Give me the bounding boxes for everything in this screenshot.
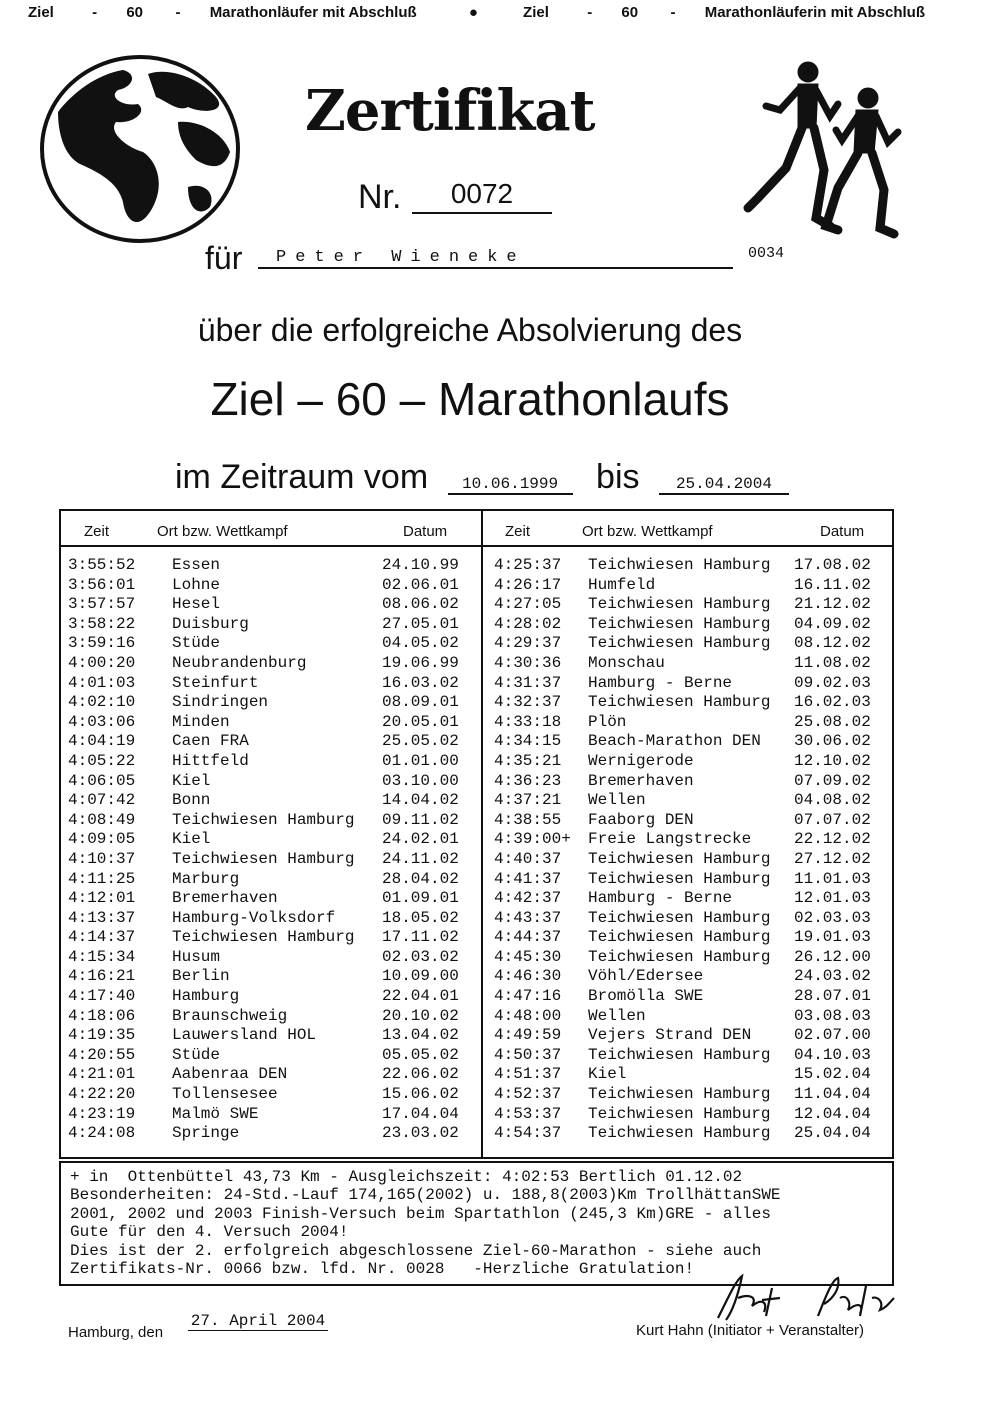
time-cell: 4:48:00: [494, 1006, 562, 1025]
time-cell: 4:03:06: [68, 712, 136, 731]
time-cell: 4:39:00+: [494, 830, 571, 849]
date-cell: 04.10.03: [794, 1045, 871, 1064]
time-cell: 4:24:08: [68, 1124, 136, 1143]
notes-text: [70, 1168, 890, 1278]
date-cell: 14.04.02: [382, 791, 459, 810]
date-cell: 01.09.01: [382, 889, 459, 908]
date-cell: 30.06.02: [794, 732, 871, 751]
place-cell: Monschau: [588, 653, 665, 672]
place-cell: Marburg: [172, 869, 240, 888]
table-row: [62, 909, 480, 929]
place-cell: Springe: [172, 1124, 240, 1143]
table-row: [488, 713, 893, 733]
time-cell: 4:47:16: [494, 987, 562, 1006]
banner-left-1: Ziel: [28, 4, 54, 21]
place-cell: Hamburg - Berne: [588, 889, 733, 908]
date-cell: 13.04.02: [382, 1026, 459, 1045]
date-cell: 25.08.02: [794, 712, 871, 731]
table-row: [62, 967, 480, 987]
date-cell: 28.07.01: [794, 987, 871, 1006]
table-row: [488, 732, 893, 752]
place-cell: Teichwiesen Hamburg: [172, 849, 355, 868]
period-to: 25.04.2004: [659, 475, 789, 495]
place-cell: Berlin: [172, 967, 230, 986]
place-cell: Sindringen: [172, 693, 269, 712]
date-cell: 19.06.99: [382, 653, 459, 672]
place-cell: Teichwiesen Hamburg: [588, 849, 771, 868]
time-cell: 4:51:37: [494, 1065, 562, 1084]
time-cell: 4:18:06: [68, 1006, 136, 1025]
time-cell: 4:19:35: [68, 1026, 136, 1045]
place-cell: Vöhl/Edersee: [588, 967, 704, 986]
time-cell: 4:37:21: [494, 791, 562, 810]
date-cell: 24.10.99: [382, 556, 459, 574]
table-row: [62, 615, 480, 635]
date-cell: 22.06.02: [382, 1065, 459, 1084]
table-row: [488, 1085, 893, 1105]
time-cell: 4:40:37: [494, 849, 562, 868]
note-line: + in Ottenbüttel 43,73 Km - Ausgleichszeit: 4:02:53 Bertlich 01.12.02: [70, 1168, 743, 1186]
table-row: [62, 870, 480, 890]
place-cell: Wernigerode: [588, 751, 694, 770]
note-line: Zertifikats-Nr. 0066 bzw. lfd. Nr. 0028 -Herzliche Gratulation!: [70, 1260, 695, 1279]
table-row: [488, 1124, 893, 1144]
table-row: [488, 595, 893, 615]
table-row: [62, 752, 480, 772]
time-cell: 4:32:37: [494, 693, 562, 712]
date-cell: 22.04.01: [382, 987, 459, 1006]
place-cell: Kiel: [588, 1065, 627, 1084]
table-row: [488, 909, 893, 929]
certificate-title: Zertifikat: [305, 78, 595, 144]
place-cell: Hamburg - Berne: [588, 673, 733, 692]
date-cell: 21.12.02: [794, 595, 871, 614]
banner-left-4: -: [175, 4, 181, 21]
date-cell: 18.05.02: [382, 908, 459, 927]
table-row: [488, 752, 893, 772]
place-cell: Teichwiesen Hamburg: [588, 1104, 771, 1123]
date-cell: 17.08.02: [794, 556, 871, 574]
date-cell: 07.07.02: [794, 810, 871, 829]
table-row: [62, 1065, 480, 1085]
time-cell: 4:06:05: [68, 771, 136, 790]
place-cell: Hesel: [172, 595, 221, 614]
time-cell: 4:01:03: [68, 673, 136, 692]
time-cell: 4:05:22: [68, 751, 136, 770]
date-cell: 10.09.00: [382, 967, 459, 986]
table-row: [62, 811, 480, 831]
place-cell: Duisburg: [172, 614, 249, 633]
note-line: Dies ist der 2. erfolgreich abgeschlossene Ziel-60-Marathon - siehe auch: [70, 1241, 762, 1260]
place-cell: Teichwiesen Hamburg: [588, 1124, 771, 1143]
date-cell: 17.04.04: [382, 1104, 459, 1123]
signature-icon: [708, 1268, 898, 1328]
table-row: [488, 1046, 893, 1066]
place-cell: Stüde: [172, 634, 221, 653]
place-cell: Braunschweig: [172, 1006, 288, 1025]
table-row: [62, 850, 480, 870]
place-cell: Bromölla SWE: [588, 987, 704, 1006]
banner-right-1: Ziel: [523, 4, 549, 21]
place-cell: Teichwiesen Hamburg: [588, 947, 771, 966]
table-row: [488, 889, 893, 909]
time-cell: 4:52:37: [494, 1085, 562, 1104]
table-row: [488, 870, 893, 890]
time-cell: 3:55:52: [68, 556, 136, 574]
place-cell: Faaborg DEN: [588, 810, 694, 829]
date-cell: 12.10.02: [794, 751, 871, 770]
date-cell: 19.01.03: [794, 928, 871, 947]
place-cell: Hamburg-Volksdorf: [172, 908, 336, 927]
date-cell: 04.09.02: [794, 614, 871, 633]
top-banner: [28, 4, 925, 21]
banner-right-2: -: [587, 4, 593, 21]
date-cell: 07.09.02: [794, 771, 871, 790]
table-row: [62, 830, 480, 850]
table-row: [488, 811, 893, 831]
reference-code: 0034: [748, 245, 785, 262]
time-cell: 4:53:37: [494, 1104, 562, 1123]
place-cell: Bremerhaven: [588, 771, 694, 790]
time-cell: 4:09:05: [68, 830, 136, 849]
date-cell: 08.09.01: [382, 693, 459, 712]
date-cell: 09.02.03: [794, 673, 871, 692]
place-cell: Stüde: [172, 1045, 221, 1064]
header-time-right: Zeit: [505, 523, 531, 540]
place-cell: Malmö SWE: [172, 1104, 259, 1123]
date-cell: 03.08.03: [794, 1006, 871, 1025]
place-cell: Teichwiesen Hamburg: [588, 693, 771, 712]
table-row: [62, 1124, 480, 1144]
date-cell: 12.01.03: [794, 889, 871, 908]
recipient-label: für: [205, 240, 243, 276]
place-cell: Neubrandenburg: [172, 653, 307, 672]
date-cell: 24.11.02: [382, 849, 459, 868]
table-row: [62, 674, 480, 694]
time-cell: 4:10:37: [68, 849, 136, 868]
recipient-name: Peter Wieneke: [258, 248, 733, 269]
time-cell: 4:14:37: [68, 928, 136, 947]
table-row: [488, 830, 893, 850]
time-cell: 4:34:15: [494, 732, 562, 751]
time-cell: 4:30:36: [494, 653, 562, 672]
table-row: [62, 693, 480, 713]
period-prefix: im Zeitraum vom: [175, 458, 429, 496]
table-row: [62, 948, 480, 968]
table-row: [488, 850, 893, 870]
place-cell: Wellen: [588, 791, 646, 810]
globe-icon: [38, 52, 243, 247]
time-cell: 4:27:05: [494, 595, 562, 614]
date-cell: 12.04.04: [794, 1104, 871, 1123]
table-row: [488, 556, 893, 576]
table-row: [488, 654, 893, 674]
banner-right-3: 60: [621, 4, 639, 21]
place-cell: Freie Langstrecke: [588, 830, 752, 849]
table-row: [488, 615, 893, 635]
time-cell: 4:36:23: [494, 771, 562, 790]
header-time-left: Zeit: [84, 523, 110, 540]
date-cell: 27.12.02: [794, 849, 871, 868]
place-cell: Teichwiesen Hamburg: [588, 556, 771, 574]
time-cell: 4:23:19: [68, 1104, 136, 1123]
header-rule: [59, 545, 894, 547]
date-cell: 01.01.00: [382, 751, 459, 770]
time-cell: 4:22:20: [68, 1085, 136, 1104]
time-cell: 4:11:25: [68, 869, 136, 888]
table-row: [62, 1046, 480, 1066]
date-cell: 20.05.01: [382, 712, 459, 731]
table-row: [488, 791, 893, 811]
date-cell: 24.02.01: [382, 830, 459, 849]
header-date-right: Datum: [820, 523, 865, 540]
time-cell: 4:29:37: [494, 634, 562, 653]
date-cell: 25.04.04: [794, 1124, 871, 1143]
place-cell: Kiel: [172, 771, 211, 790]
place-cell: Beach-Marathon DEN: [588, 732, 761, 751]
date-cell: 25.05.02: [382, 732, 459, 751]
certificate-number: 0072: [412, 178, 552, 214]
date-cell: 15.02.04: [794, 1065, 871, 1084]
bullet-dot-icon: ●: [468, 4, 478, 21]
place-cell: Teichwiesen Hamburg: [588, 928, 771, 947]
table-row: [488, 634, 893, 654]
table-row: [62, 732, 480, 752]
results-column-right: [488, 556, 893, 1144]
date-cell: 11.04.04: [794, 1085, 871, 1104]
place-cell: Teichwiesen Hamburg: [588, 595, 771, 614]
table-row: [62, 654, 480, 674]
date-cell: 05.05.02: [382, 1045, 459, 1064]
date-cell: 11.01.03: [794, 869, 871, 888]
header-place-left: Ort bzw. Wettkampf: [157, 523, 288, 540]
signer-label: Kurt Hahn (Initiator + Veranstalter): [636, 1322, 865, 1339]
time-cell: 4:31:37: [494, 673, 562, 692]
table-row: [488, 928, 893, 948]
column-divider: [481, 509, 483, 1159]
time-cell: 4:13:37: [68, 908, 136, 927]
time-cell: 4:28:02: [494, 614, 562, 633]
place-cell: Plön: [588, 712, 627, 731]
date-cell: 16.02.03: [794, 693, 871, 712]
place-cell: Aabenraa DEN: [172, 1065, 288, 1084]
time-cell: 3:56:01: [68, 575, 136, 594]
time-cell: 4:33:18: [494, 712, 562, 731]
banner-left-5: Marathonläufer mit Abschluß: [209, 4, 417, 21]
place-cell: Tollensesee: [172, 1085, 278, 1104]
runners-icon: [738, 58, 910, 240]
date-cell: 28.04.02: [382, 869, 459, 888]
time-cell: 3:59:16: [68, 634, 136, 653]
place-cell: Bremerhaven: [172, 889, 278, 908]
place-cell: Lohne: [172, 575, 221, 594]
results-column-left: [62, 556, 480, 1144]
time-cell: 4:15:34: [68, 947, 136, 966]
place-cell: Essen: [172, 556, 221, 574]
time-cell: 3:58:22: [68, 614, 136, 633]
table-row: [488, 1105, 893, 1125]
date-cell: 03.10.00: [382, 771, 459, 790]
time-cell: 4:16:21: [68, 967, 136, 986]
date-cell: 26.12.00: [794, 947, 871, 966]
date-cell: 02.07.00: [794, 1026, 871, 1045]
date-cell: 20.10.02: [382, 1006, 459, 1025]
time-cell: 3:57:57: [68, 595, 136, 614]
period-from: 10.06.1999: [448, 475, 573, 495]
date-cell: 02.03.03: [794, 908, 871, 927]
time-cell: 4:43:37: [494, 908, 562, 927]
date-cell: 04.08.02: [794, 791, 871, 810]
time-cell: 4:25:37: [494, 556, 562, 574]
time-cell: 4:42:37: [494, 889, 562, 908]
place-cell: Wellen: [588, 1006, 646, 1025]
table-row: [62, 556, 480, 576]
time-cell: 4:26:17: [494, 575, 562, 594]
time-cell: 4:38:55: [494, 810, 562, 829]
place-cell: Steinfurt: [172, 673, 259, 692]
time-cell: 4:44:37: [494, 928, 562, 947]
place-label: Hamburg, den: [68, 1324, 164, 1341]
place-cell: Teichwiesen Hamburg: [172, 810, 355, 829]
place-cell: Caen FRA: [172, 732, 249, 751]
place-cell: Teichwiesen Hamburg: [588, 634, 771, 653]
banner-right-5: Marathonläuferin mit Abschluß: [704, 4, 926, 21]
date-cell: 11.08.02: [794, 653, 871, 672]
time-cell: 4:02:10: [68, 693, 136, 712]
table-row: [488, 1065, 893, 1085]
header-place-right: Ort bzw. Wettkampf: [582, 523, 713, 540]
issue-date: 27. April 2004: [188, 1312, 328, 1331]
time-cell: 4:04:19: [68, 732, 136, 751]
date-cell: 16.11.02: [794, 575, 871, 594]
time-cell: 4:08:49: [68, 810, 136, 829]
time-cell: 4:45:30: [494, 947, 562, 966]
note-line: Gute für den 4. Versuch 2004!: [70, 1223, 349, 1242]
place-cell: Minden: [172, 712, 230, 731]
place-cell: Teichwiesen Hamburg: [172, 928, 355, 947]
table-row: [488, 772, 893, 792]
banner-left-3: 60: [126, 4, 144, 21]
date-cell: 02.03.02: [382, 947, 459, 966]
date-cell: 04.05.02: [382, 634, 459, 653]
time-cell: 4:41:37: [494, 869, 562, 888]
place-cell: Humfeld: [588, 575, 656, 594]
time-cell: 4:54:37: [494, 1124, 562, 1143]
table-row: [62, 1007, 480, 1027]
place-cell: Kiel: [172, 830, 211, 849]
place-cell: Teichwiesen Hamburg: [588, 908, 771, 927]
table-row: [488, 693, 893, 713]
table-row: [62, 889, 480, 909]
table-row: [488, 674, 893, 694]
event-title: Ziel – 60 – Marathonlaufs: [210, 373, 730, 425]
date-cell: 15.06.02: [382, 1085, 459, 1104]
place-cell: Bonn: [172, 791, 211, 810]
time-cell: 4:07:42: [68, 791, 136, 810]
date-cell: 22.12.02: [794, 830, 871, 849]
note-line: 2001, 2002 und 2003 Finish-Versuch beim Spartathlon (245,3 Km)GRE - alles: [70, 1204, 771, 1223]
time-cell: 4:46:30: [494, 967, 562, 986]
table-row: [488, 1026, 893, 1046]
time-cell: 4:12:01: [68, 889, 136, 908]
table-row: [62, 576, 480, 596]
place-cell: Teichwiesen Hamburg: [588, 1085, 771, 1104]
date-cell: 16.03.02: [382, 673, 459, 692]
time-cell: 4:50:37: [494, 1045, 562, 1064]
place-cell: Vejers Strand DEN: [588, 1026, 752, 1045]
table-row: [62, 713, 480, 733]
table-row: [62, 1105, 480, 1125]
date-cell: 24.03.02: [794, 967, 871, 986]
banner-right-4: -: [670, 4, 676, 21]
time-cell: 4:17:40: [68, 987, 136, 1006]
note-line: Besonderheiten: 24-Std.-Lauf 174,165(2002) u. 188,8(2003)Km TrollhättanSWE: [70, 1186, 781, 1205]
place-cell: Husum: [172, 947, 221, 966]
banner-left-2: -: [92, 4, 98, 21]
table-row: [62, 987, 480, 1007]
table-row: [62, 595, 480, 615]
place-cell: Hamburg: [172, 987, 240, 1006]
table-row: [62, 1085, 480, 1105]
description-line: über die erfolgreiche Absolvierung des: [197, 312, 743, 348]
date-cell: 08.12.02: [794, 634, 871, 653]
table-row: [62, 772, 480, 792]
time-cell: 4:35:21: [494, 751, 562, 770]
time-cell: 4:20:55: [68, 1045, 136, 1064]
table-row: [62, 928, 480, 948]
number-label: Nr.: [358, 178, 402, 216]
table-row: [488, 987, 893, 1007]
time-cell: 4:21:01: [68, 1065, 136, 1084]
time-cell: 4:00:20: [68, 653, 136, 672]
date-cell: 09.11.02: [382, 810, 459, 829]
place-cell: Teichwiesen Hamburg: [588, 1045, 771, 1064]
time-cell: 4:49:59: [494, 1026, 562, 1045]
table-row: [488, 948, 893, 968]
period-line: [175, 458, 789, 497]
place-cell: Teichwiesen Hamburg: [588, 614, 771, 633]
date-cell: 27.05.01: [382, 614, 459, 633]
date-cell: 08.06.02: [382, 595, 459, 614]
date-cell: 17.11.02: [382, 928, 459, 947]
table-row: [62, 1026, 480, 1046]
period-mid: bis: [596, 458, 640, 496]
place-cell: Lauwersland HOL: [172, 1026, 317, 1045]
header-date-left: Datum: [403, 523, 448, 540]
table-row: [488, 967, 893, 987]
place-cell: Teichwiesen Hamburg: [588, 869, 771, 888]
place-cell: Hittfeld: [172, 751, 249, 770]
table-row: [488, 576, 893, 596]
date-cell: 23.03.02: [382, 1124, 459, 1143]
table-row: [488, 1007, 893, 1027]
date-cell: 02.06.01: [382, 575, 459, 594]
table-row: [62, 791, 480, 811]
table-row: [62, 634, 480, 654]
